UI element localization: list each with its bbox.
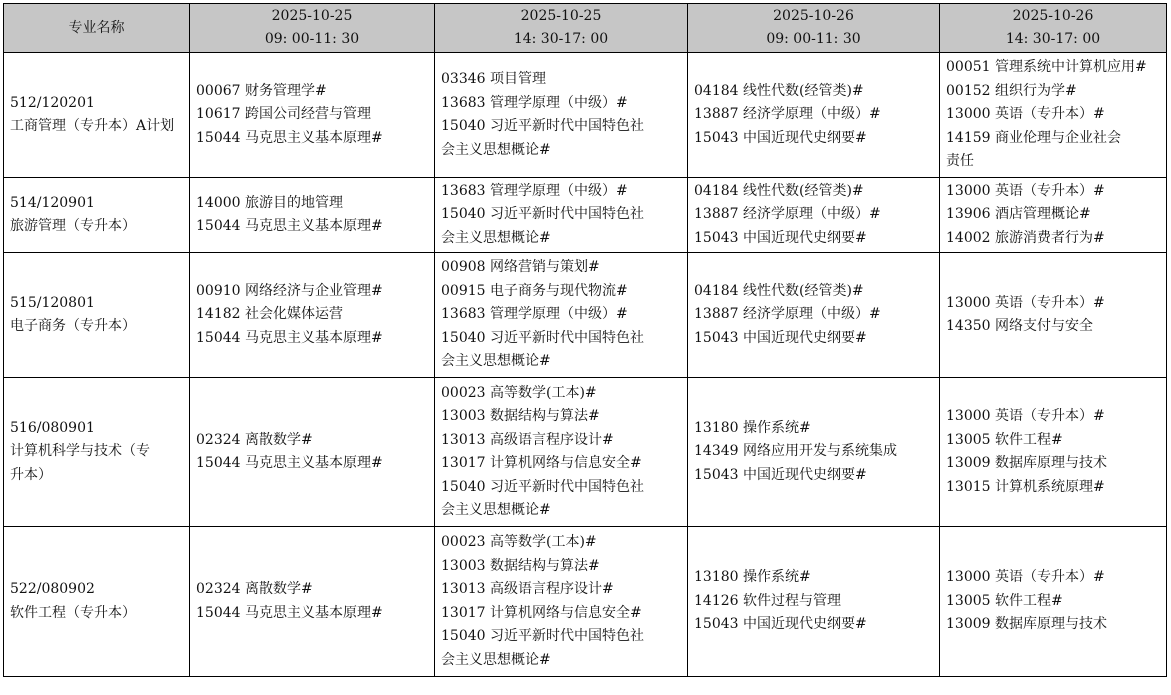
course-entry: 15040 习近平新时代中国特色社 <box>441 478 644 495</box>
course-cell <box>435 527 688 677</box>
course-entry: 10617 跨国公司经营与管理 <box>196 106 371 123</box>
course-entry: 13887 经济学原理（中级）# <box>694 106 881 123</box>
major-name: 电子商务（专升本） <box>10 318 136 334</box>
session-header-4 <box>940 4 1167 53</box>
course-entry: 02324 离散数学# <box>196 431 313 448</box>
course-entry: 14126 软件过程与管理 <box>694 592 841 609</box>
course-cell <box>940 378 1167 527</box>
course-cell <box>190 178 435 253</box>
course-entry: 15044 马克思主义基本原理# <box>196 218 383 234</box>
major-name: 工商管理（专升本）A计划 <box>10 118 175 134</box>
course-entry: 13015 计算机系统原理# <box>946 478 1105 495</box>
course-entry: 13000 英语（专升本）# <box>946 294 1105 311</box>
course-entry: 03346 项目管理 <box>441 71 546 87</box>
session-header-1 <box>190 4 435 53</box>
course-entry: 会主义思想概论# <box>441 229 551 246</box>
major-name: 旅游管理（专升本） <box>10 218 136 234</box>
major-cell <box>4 178 190 253</box>
course-cell <box>688 527 940 677</box>
major-code: 515/120801 <box>10 294 95 311</box>
session-time: 14: 30-17: 00 <box>513 31 609 47</box>
major-code: 512/120201 <box>10 94 95 111</box>
course-entry: 15040 习近平新时代中国特色社 <box>441 118 644 134</box>
session-date: 2025-10-25 <box>271 8 353 24</box>
course-entry: 04184 线性代数(经管类)# <box>694 182 864 199</box>
course-entry: 会主义思想概论# <box>441 141 551 158</box>
course-entry: 会主义思想概论# <box>441 502 551 518</box>
major-code: 514/120901 <box>10 194 95 211</box>
exam-schedule-table <box>3 3 1167 677</box>
course-cell <box>688 53 940 178</box>
course-entry: 13013 高级语言程序设计# <box>441 431 614 448</box>
major-name: 升本） <box>10 466 52 483</box>
course-entry: 15040 习近平新时代中国特色社 <box>441 329 644 346</box>
course-cell <box>190 253 435 378</box>
course-entry: 13180 操作系统# <box>694 569 811 586</box>
course-entry: 15043 中国近现代史纲要# <box>694 616 867 633</box>
table-row <box>4 253 1167 378</box>
course-entry: 13009 数据库原理与技术 <box>946 455 1107 471</box>
course-entry: 15043 中国近现代史纲要# <box>694 129 867 146</box>
course-entry: 13013 高级语言程序设计# <box>441 581 614 597</box>
course-entry: 13180 操作系统# <box>694 419 811 436</box>
course-entry: 14000 旅游目的地管理 <box>196 194 343 211</box>
major-code: 516/080901 <box>10 419 95 436</box>
course-entry: 13000 英语（专升本）# <box>946 408 1105 424</box>
course-entry: 14002 旅游消费者行为# <box>946 229 1105 246</box>
course-entry: 04184 线性代数(经管类)# <box>694 82 864 99</box>
course-cell <box>940 53 1167 178</box>
course-entry: 13003 数据结构与算法# <box>441 557 600 574</box>
course-entry: 13005 软件工程# <box>946 592 1063 609</box>
course-entry: 13017 计算机网络与信息安全# <box>441 604 642 621</box>
course-entry: 15044 马克思主义基本原理# <box>196 329 383 346</box>
course-entry: 13683 管理学原理（中级）# <box>441 306 628 323</box>
course-cell <box>435 53 688 178</box>
course-entry: 13005 软件工程# <box>946 431 1063 448</box>
course-entry: 13887 经济学原理（中级）# <box>694 306 881 323</box>
major-code: 522/080902 <box>10 581 95 597</box>
course-entry: 15044 马克思主义基本原理# <box>196 129 383 146</box>
course-cell <box>190 527 435 677</box>
course-entry: 14350 网络支付与安全 <box>946 318 1093 334</box>
course-cell <box>940 253 1167 378</box>
course-entry: 13017 计算机网络与信息安全# <box>441 455 642 471</box>
course-cell <box>688 178 940 253</box>
course-cell <box>688 253 940 378</box>
course-entry: 00915 电子商务与现代物流# <box>441 282 628 299</box>
course-entry: 15040 习近平新时代中国特色社 <box>441 206 644 223</box>
course-entry: 14159 商业伦理与企业社会 <box>946 129 1121 146</box>
course-entry: 00908 网络营销与策划# <box>441 259 600 276</box>
course-entry: 04184 线性代数(经管类)# <box>694 282 864 299</box>
session-time: 09: 00-11: 30 <box>264 31 360 47</box>
course-entry: 13000 英语（专升本）# <box>946 569 1105 586</box>
course-entry: 13003 数据结构与算法# <box>441 408 600 424</box>
course-entry: 15043 中国近现代史纲要# <box>694 329 867 346</box>
session-time: 14: 30-17: 00 <box>1005 31 1101 47</box>
course-entry: 15044 马克思主义基本原理# <box>196 604 383 621</box>
course-cell <box>190 53 435 178</box>
table-row <box>4 53 1167 178</box>
course-entry: 00023 高等数学(工本)# <box>441 384 597 401</box>
course-entry: 13000 英语（专升本）# <box>946 106 1105 123</box>
course-cell <box>435 178 688 253</box>
course-entry: 13906 酒店管理概论# <box>946 206 1091 223</box>
major-name: 计算机科学与技术（专 <box>10 443 150 460</box>
course-entry: 00023 高等数学(工本)# <box>441 534 597 550</box>
table-row <box>4 378 1167 527</box>
course-entry: 00067 财务管理学# <box>196 82 327 99</box>
major-cell <box>4 53 190 178</box>
course-entry: 13009 数据库原理与技术 <box>946 616 1107 633</box>
table-row <box>4 527 1167 677</box>
session-date: 2025-10-26 <box>1012 8 1094 24</box>
course-entry: 14182 社会化媒体运营 <box>196 306 343 323</box>
major-cell <box>4 253 190 378</box>
course-entry: 13683 管理学原理（中级）# <box>441 182 628 199</box>
header-row <box>4 4 1167 53</box>
course-entry: 13887 经济学原理（中级）# <box>694 206 881 223</box>
course-cell <box>940 527 1167 677</box>
major-name-header: 专业名称 <box>4 4 190 53</box>
major-name: 软件工程（专升本） <box>10 604 136 621</box>
course-cell <box>435 253 688 378</box>
major-cell <box>4 527 190 677</box>
course-cell <box>688 378 940 527</box>
session-date: 2025-10-25 <box>520 8 602 24</box>
course-entry: 15043 中国近现代史纲要# <box>694 229 867 246</box>
session-date: 2025-10-26 <box>773 8 854 24</box>
session-header-3 <box>688 4 940 53</box>
course-entry: 02324 离散数学# <box>196 581 313 597</box>
course-cell <box>435 378 688 527</box>
course-entry: 00051 管理系统中计算机应用# <box>946 59 1147 76</box>
course-entry: 00910 网络经济与企业管理# <box>196 282 383 299</box>
course-entry: 00152 组织行为学# <box>946 82 1077 99</box>
course-entry: 13683 管理学原理（中级）# <box>441 94 628 111</box>
major-cell <box>4 378 190 527</box>
course-cell <box>940 178 1167 253</box>
session-header-2 <box>435 4 688 53</box>
schedule-body <box>4 53 1167 677</box>
table-row <box>4 178 1167 253</box>
session-time: 09: 00-11: 30 <box>766 31 861 47</box>
course-entry: 责任 <box>946 153 974 170</box>
course-entry: 会主义思想概论# <box>441 651 551 668</box>
course-cell <box>190 378 435 527</box>
course-entry: 15044 马克思主义基本原理# <box>196 455 383 471</box>
course-entry: 13000 英语（专升本）# <box>946 182 1105 199</box>
course-entry: 15040 习近平新时代中国特色社 <box>441 628 644 644</box>
course-entry: 14349 网络应用开发与系统集成 <box>694 443 897 460</box>
course-entry: 会主义思想概论# <box>441 353 551 370</box>
course-entry: 15043 中国近现代史纲要# <box>694 466 867 483</box>
